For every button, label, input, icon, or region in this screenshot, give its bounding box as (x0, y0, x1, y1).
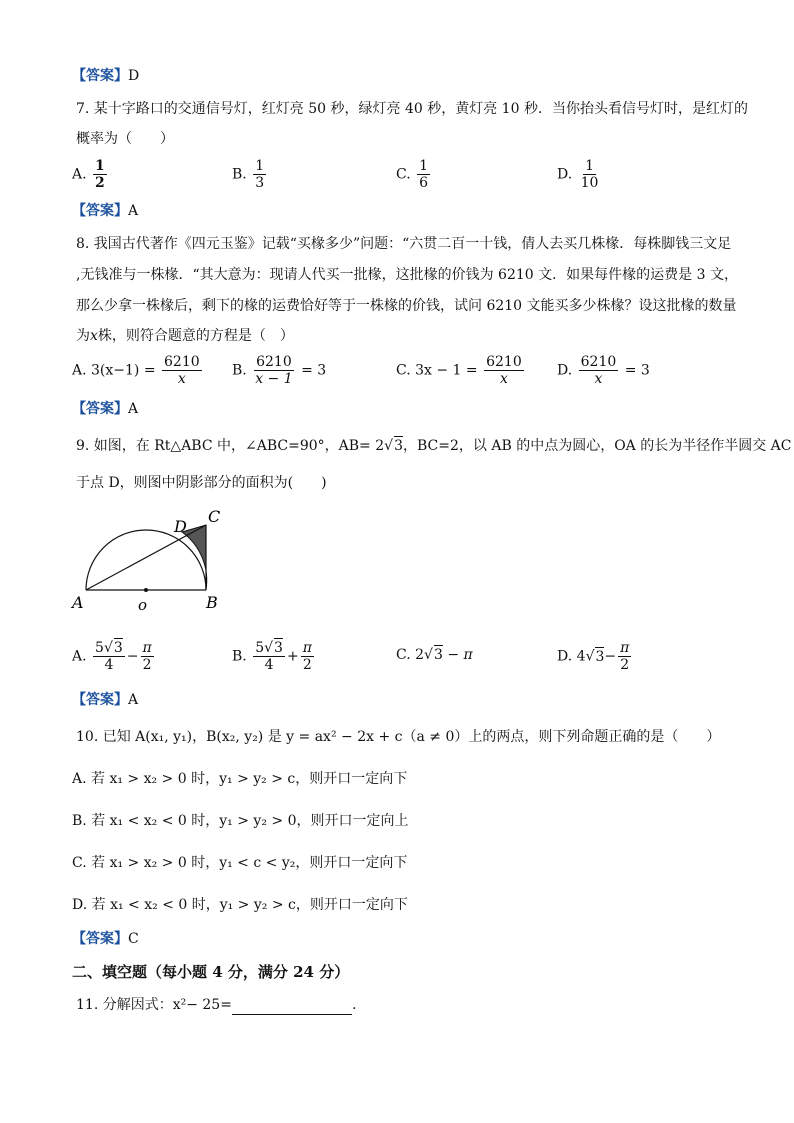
q7-stem-line1: 7. 某十字路口的交通信号灯，红灯亮 50 秒，绿灯亮 40 秒，黄灯亮 10 秒．当你抬头看信号灯时，是红灯的 (76, 101, 748, 117)
q8-stem-line3: 那么少拿一株椽后，剩下的椽的运费恰好等于一株椽的价钱，试问 6210 文能买多少株椽？设这批椽的数量 (76, 298, 737, 314)
label-c: C (208, 507, 221, 526)
answer-tag: 【答案】 (72, 692, 128, 708)
option-fraction: $\frac{1}{2}$ (95, 158, 105, 191)
answer-q7 (72, 201, 138, 221)
option-label: A. (72, 166, 87, 183)
semicircle-arc (86, 530, 206, 590)
q9-option-d: D. 4√3− $\frac{\pi}{2}$ (557, 640, 630, 673)
answer-q9 (72, 690, 138, 710)
label-b: B (206, 593, 218, 612)
option-fraction: $\frac{6210}{x - 1}$ (255, 354, 293, 387)
answer-tag: 【答案】 (72, 931, 128, 947)
answer-q8 (72, 399, 138, 419)
option-fraction: $\frac{6210}{x}$ (164, 354, 200, 387)
option-fraction: $\frac{1}{10}$ (580, 158, 599, 191)
option-label: C. (396, 166, 411, 183)
section-heading: 二、填空题（每小题 4 分，满分 24 分） (72, 963, 350, 981)
option-rhs: = 3 (301, 362, 327, 379)
q10-option-c: C. 若 x₁ > x₂ > 0 时，y₁ < c < y₂，则开口一定向下 (72, 855, 408, 871)
q9-semicircle-figure (60, 500, 230, 620)
q8-stem-line1: 8. 我国古代著作《四元玉鉴》记载“买椽多少”问题：“六贯二百一十钱，倩人去买几株椽．每株脚钱三文足 (76, 236, 732, 252)
answer-value: D (128, 68, 140, 84)
q9-stem-line1: 9. 如图，在 Rt△ABC 中，∠ABC=90°，AB= 2√3，BC=2，以 AB 的中点为圆心，OA 的长为半径作半圆交 AC (76, 438, 792, 454)
q7-option-b (232, 158, 268, 191)
answer-blank[interactable] (232, 1000, 352, 1015)
q9-option-c: C. 2√3 − π (396, 647, 473, 663)
q8-option-b (232, 354, 326, 387)
option-label: B. (232, 362, 247, 379)
q9-option-a: A. $\frac{5√3}{4}$ − $\frac{\pi}{2}$ (72, 640, 152, 673)
answer-q6 (72, 66, 139, 86)
q8-stem-line4: 为x株，则符合题意的方程是（ ） (76, 328, 294, 344)
q7-option-c (396, 158, 432, 191)
q10-option-a: A. 若 x₁ > x₂ > 0 时，y₁ > y₂ > c，则开口一定向下 (72, 771, 408, 787)
answer-value: C (128, 931, 139, 947)
q7-stem-line2: 概率为（ ） (76, 131, 174, 147)
option-fraction: $\frac{1}{3}$ (255, 158, 265, 191)
option-fraction: $\frac{1}{6}$ (419, 158, 429, 191)
q7-option-d (557, 158, 602, 191)
option-label: C. (396, 362, 411, 379)
label-o: o (138, 596, 148, 614)
q11-stem: 11. 分解因式：x²− 25= . (76, 997, 357, 1013)
answer-tag: 【答案】 (72, 68, 128, 84)
answer-value: A (128, 692, 139, 708)
option-lhs: 3(x−1) = (91, 362, 156, 379)
answer-tag: 【答案】 (72, 401, 128, 417)
q9-stem-line2: 于点 D，则图中阴影部分的面积为( ) (76, 475, 327, 491)
q10-option-b: B. 若 x₁ < x₂ < 0 时，y₁ > y₂ > 0，则开口一定向上 (72, 813, 409, 829)
answer-q10 (72, 929, 139, 949)
option-lhs: 3x − 1 = (415, 362, 478, 379)
option-fraction: $\frac{6210}{x}$ (580, 354, 617, 387)
segment-ac (86, 525, 206, 590)
q8-option-d (557, 354, 650, 387)
option-rhs: = 3 (624, 362, 650, 379)
q10-stem: 10. 已知 A(x₁, y₁)，B(x₂, y₂) 是 y = ax² − 2x + c（a ≠ 0）上的两点，则下列命题正确的是（ ） (76, 729, 721, 745)
label-d: D (174, 517, 187, 536)
option-label: D. (557, 362, 573, 379)
option-fraction: $\frac{6210}{x}$ (486, 354, 522, 387)
q10-option-d: D. 若 x₁ < x₂ < 0 时，y₁ > y₂ > c，则开口一定向下 (72, 897, 408, 913)
center-point (144, 588, 148, 592)
answer-value: A (128, 203, 139, 219)
q7-option-a (72, 158, 109, 191)
option-label: D. (557, 166, 573, 183)
option-label: A. (72, 362, 87, 379)
q8-stem-line2: ,无钱准与一株椽．“其大意为：现请人代买一批椽，这批椽的价钱为 6210 文．如果每件椽的运费是 3 文， (76, 267, 738, 283)
answer-tag: 【答案】 (72, 203, 128, 219)
answer-value: A (128, 401, 139, 417)
q8-option-a (72, 354, 204, 387)
label-a: A (72, 593, 84, 612)
q8-option-c (396, 354, 526, 387)
option-label: B. (232, 166, 247, 183)
q9-option-b: B. $\frac{5√3}{4}$ + $\frac{\pi}{2}$ (232, 640, 312, 673)
